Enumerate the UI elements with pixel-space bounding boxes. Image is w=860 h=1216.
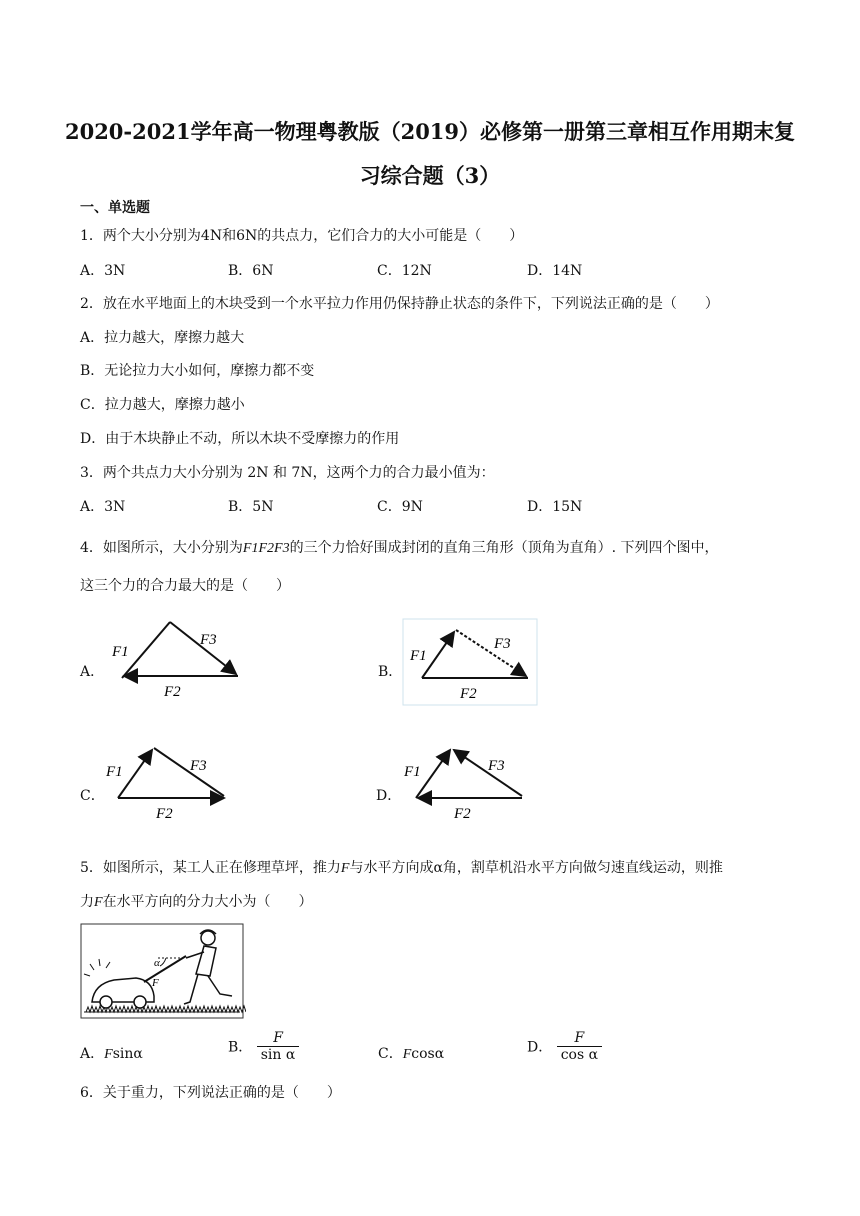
q4-figure-d <box>400 738 536 828</box>
q2-option-c: C．拉力越大，摩擦力越小 <box>80 397 245 413</box>
q4-figure-c <box>102 738 238 828</box>
q4a-f3-label: F3 <box>200 632 217 648</box>
mower-wheel-icon <box>100 996 112 1008</box>
q4-option-d-label: D． <box>376 788 402 804</box>
q5-option-b: B． $\frac{F}{\text{sin α}}$ <box>228 1030 299 1063</box>
q5-stem-line1 <box>80 857 723 877</box>
q3-stem: 3．两个共点力大小分别为 2N 和 7N，这两个力的合力最小值为： <box>80 465 495 481</box>
q5-option-d-denominator: cos α <box>560 1047 599 1063</box>
q5-stem-a: 5．如图所示，某工人正在修理草坪，推力 <box>80 860 341 876</box>
q4d-f1-arrow <box>416 750 450 798</box>
q4-stem-a: 4．如图所示，大小分别为 <box>80 540 243 556</box>
q1-option-d: D．14N <box>527 263 583 279</box>
q6-stem: 6．关于重力，下列说法正确的是（ ） <box>80 1085 341 1101</box>
q5-option-d-numerator: F <box>557 1030 602 1047</box>
q4b-f1-arrow <box>422 632 454 678</box>
q4-figure-b <box>402 618 540 708</box>
q5-option-b-numerator: F <box>257 1030 300 1047</box>
q5-option-c-fn: cosα <box>411 1046 445 1062</box>
q4c-f2-label: F2 <box>156 806 173 822</box>
mower-wheel-icon <box>134 996 146 1008</box>
worker-icon <box>184 930 232 1004</box>
section-heading: 一、单选题 <box>80 200 150 216</box>
q4c-f3-label: F3 <box>190 758 207 774</box>
q4b-f3-arrow <box>456 630 526 676</box>
q5-stem-line2 <box>80 891 313 911</box>
q4-option-a-label: A． <box>80 664 105 680</box>
q5-stem-f: F <box>340 861 350 876</box>
q5-option-b-fraction <box>257 1030 300 1063</box>
q4d-f2-label: F2 <box>454 806 471 822</box>
q2-option-b: B．无论拉力大小如何，摩擦力都不变 <box>80 363 315 379</box>
q5-option-c: C．Fcosα <box>378 1046 445 1062</box>
q4a-f2-label: F2 <box>164 684 181 700</box>
q3-option-b: B．5N <box>228 499 274 515</box>
q3-option-a: A．3N <box>80 499 126 515</box>
q3-option-c: C．9N <box>377 499 423 515</box>
q5-option-a-f: F <box>104 1047 113 1062</box>
q4b-f3-label: F3 <box>494 636 511 652</box>
q4b-f2-label: F2 <box>460 686 477 702</box>
q2-option-d: D．由于木块静止不动，所以木块不受摩擦力的作用 <box>80 431 400 447</box>
q4a-f1-arrow <box>122 622 170 678</box>
q5-option-d-fraction <box>557 1030 602 1063</box>
q4-stem-line1 <box>80 537 718 557</box>
q5-alpha-label: α <box>154 957 160 969</box>
q4a-f3-arrow <box>170 622 236 674</box>
q5-option-a: A．Fsinα <box>80 1046 143 1062</box>
q4c-f1-arrow <box>118 750 152 798</box>
q1-option-b: B．6N <box>228 263 274 279</box>
q4-figure-a <box>102 614 252 704</box>
q4-stem-c: 这三个力的合力最大的是（ ） <box>80 578 290 594</box>
q4-forces: F1F2F3 <box>242 541 290 556</box>
q4-stem-b: 的三个力恰好围成封闭的直角三角形（顶角为直角）. 下列四个图中， <box>289 540 719 556</box>
q2-stem: 2．放在水平地面上的木块受到一个水平拉力作用仍保持静止状态的条件下，下列说法正确的是（ ） <box>80 296 719 312</box>
q4-option-c-label: C． <box>80 788 105 804</box>
q5-stem-c: 与水平方向成α角，割草机沿水平方向做匀速直线运动，则推 <box>349 860 723 876</box>
q3-option-d: D．15N <box>527 499 583 515</box>
q4c-f1-label: F1 <box>106 764 123 780</box>
q5-stem-e: 在水平方向的分力大小为（ ） <box>102 894 313 910</box>
q4d-f3-label: F3 <box>488 758 505 774</box>
page-title-line2: 习综合题（3） <box>359 163 501 188</box>
q4d-f1-label: F1 <box>404 764 421 780</box>
q1-option-c: C．12N <box>377 263 432 279</box>
q5-stem-d: 力 <box>80 894 94 910</box>
q4b-f1-label: F1 <box>410 648 427 664</box>
q5-option-d: D． $\frac{F}{\text{cos α}}$ <box>527 1030 602 1063</box>
q5-option-a-fn: sinα <box>112 1046 143 1062</box>
grass-clippings-icon <box>84 959 110 976</box>
q5-option-b-denominator: sin α <box>260 1047 296 1063</box>
q5-option-c-f: F <box>402 1047 412 1062</box>
q4c-f3-line <box>154 748 224 796</box>
q1-option-a: A．3N <box>80 263 126 279</box>
q2-option-a: A．拉力越大，摩擦力越大 <box>80 330 245 346</box>
q4a-f1-label: F1 <box>112 644 129 660</box>
q5-force-label: F <box>152 977 159 989</box>
q5-figure-lawnmower <box>80 922 246 1022</box>
q5-stem-f2: F <box>94 895 103 910</box>
q1-stem: 1．两个大小分别为4N和6N的共点力，它们合力的大小可能是（ ） <box>80 228 524 244</box>
page-title-line1: 2020-2021学年高一物理粤教版（2019）必修第一册第三章相互作用期末复 <box>64 119 796 144</box>
q4-option-b-label: B． <box>378 664 403 680</box>
